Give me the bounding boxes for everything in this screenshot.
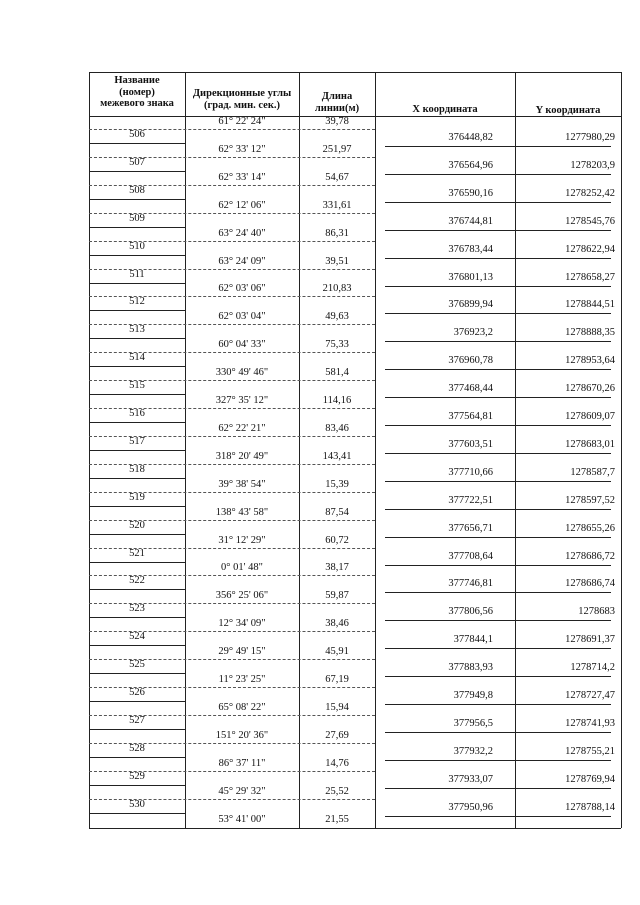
row-divider bbox=[385, 620, 611, 621]
row-divider bbox=[385, 648, 611, 649]
x-coordinate-cell: 376783,44 bbox=[448, 243, 493, 255]
length-cell: 143,41 bbox=[322, 450, 352, 462]
x-coordinate-cell: 376899,94 bbox=[448, 299, 493, 311]
row-divider bbox=[89, 729, 185, 730]
row-divider bbox=[385, 481, 611, 482]
row-divider bbox=[89, 589, 185, 590]
point-name-cell: 506 bbox=[129, 129, 145, 140]
angle-cell: 63° 24' 09" bbox=[218, 255, 266, 267]
row-divider bbox=[89, 338, 185, 339]
angle-cell: 63° 24' 40" bbox=[218, 227, 266, 239]
row-divider bbox=[385, 732, 611, 733]
row-divider bbox=[385, 788, 611, 789]
length-cell: 38,17 bbox=[325, 562, 349, 574]
length-cell: 27,69 bbox=[325, 729, 349, 741]
point-name-cell: 516 bbox=[129, 408, 145, 419]
x-coordinate-cell: 377932,2 bbox=[453, 745, 493, 757]
y-coordinate-cell: 1278888,35 bbox=[565, 327, 615, 339]
row-divider bbox=[385, 369, 611, 370]
angle-cell: 61° 22' 24" bbox=[218, 116, 266, 127]
y-coordinate-cell: 1278714,2 bbox=[570, 662, 615, 674]
length-cell: 59,87 bbox=[325, 590, 349, 602]
x-coordinate-cell: 377933,07 bbox=[448, 773, 493, 785]
y-coordinate-cell: 1278597,52 bbox=[565, 494, 615, 506]
row-divider bbox=[89, 701, 185, 702]
y-coordinate-cell: 1278769,94 bbox=[565, 773, 615, 785]
row-divider bbox=[385, 537, 611, 538]
angle-cell: 12° 34' 09" bbox=[218, 618, 266, 630]
length-cell: 87,54 bbox=[325, 506, 349, 518]
y-coordinate-cell: 1278658,27 bbox=[565, 271, 615, 283]
point-name-cell: 525 bbox=[129, 659, 145, 671]
row-divider bbox=[385, 230, 611, 231]
point-name-cell: 509 bbox=[129, 212, 145, 224]
point-name-cell: 508 bbox=[129, 184, 145, 196]
row-divider bbox=[89, 310, 185, 311]
length-cell: 251,97 bbox=[322, 143, 352, 155]
header-y-label: Y координата bbox=[535, 105, 601, 116]
row-divider bbox=[89, 255, 185, 256]
x-coordinate-cell: 377708,64 bbox=[448, 550, 493, 562]
length-cell: 331,61 bbox=[322, 199, 352, 211]
row-divider bbox=[385, 704, 611, 705]
point-name-cell: 514 bbox=[129, 352, 145, 364]
x-coordinate-cell: 376744,81 bbox=[448, 215, 493, 227]
y-coordinate-cell: 1278587,7 bbox=[570, 466, 615, 478]
x-coordinate-cell: 376590,16 bbox=[448, 187, 493, 199]
point-name-cell: 529 bbox=[129, 770, 145, 782]
row-divider bbox=[89, 227, 185, 228]
row-divider bbox=[89, 617, 185, 618]
length-cell: 114,16 bbox=[322, 395, 352, 406]
angle-cell: 138° 43' 58" bbox=[215, 506, 269, 518]
row-divider bbox=[385, 592, 611, 593]
x-coordinate-cell: 376960,78 bbox=[448, 355, 493, 367]
row-divider bbox=[385, 425, 611, 426]
header-name-line: (номер) bbox=[119, 86, 155, 98]
angle-cell: 29° 49' 15" bbox=[218, 646, 266, 658]
x-coordinate-cell: 377950,96 bbox=[448, 801, 493, 813]
x-coordinate-cell: 376801,13 bbox=[448, 271, 493, 283]
length-cell: 39,78 bbox=[325, 116, 349, 127]
row-divider bbox=[89, 673, 185, 674]
row-divider bbox=[385, 509, 611, 510]
point-name-cell: 527 bbox=[129, 714, 145, 726]
header-y bbox=[515, 105, 621, 117]
angle-cell: 330° 49' 46" bbox=[215, 367, 269, 379]
length-cell: 75,33 bbox=[325, 339, 349, 351]
row-divider bbox=[89, 645, 185, 646]
y-coordinate-cell: 1278686,72 bbox=[565, 550, 615, 562]
x-coordinate-cell: 377956,5 bbox=[453, 717, 493, 729]
y-coordinate-cell: 1277980,29 bbox=[565, 132, 615, 143]
angle-cell: 62° 03' 06" bbox=[218, 283, 266, 295]
header-x bbox=[375, 104, 515, 116]
length-cell: 15,94 bbox=[325, 701, 349, 713]
angle-cell: 151° 20' 36" bbox=[215, 729, 269, 741]
length-cell: 14,76 bbox=[325, 757, 349, 769]
angle-cell: 39° 38' 54" bbox=[218, 478, 266, 490]
row-divider bbox=[89, 813, 185, 814]
angle-cell: 356° 25' 06" bbox=[215, 590, 269, 602]
row-divider bbox=[385, 397, 611, 398]
y-coordinate-cell: 1278741,93 bbox=[565, 717, 615, 729]
row-divider bbox=[385, 202, 611, 203]
y-coordinate-cell: 1278691,37 bbox=[565, 634, 615, 646]
length-cell: 210,83 bbox=[322, 283, 352, 295]
header-angle-line: (град. мин. сек.) bbox=[203, 99, 281, 111]
point-name-cell: 515 bbox=[129, 380, 145, 392]
point-name-cell: 507 bbox=[129, 156, 145, 168]
point-name-cell: 519 bbox=[129, 491, 145, 503]
length-cell: 39,51 bbox=[325, 255, 349, 267]
x-coordinate-cell: 377564,81 bbox=[448, 411, 493, 422]
x-coordinate-cell: 377710,66 bbox=[448, 466, 493, 478]
y-coordinate-cell: 1278683 bbox=[578, 606, 615, 618]
y-coordinate-cell: 1278953,64 bbox=[565, 355, 615, 367]
y-coordinate-cell: 1278686,74 bbox=[565, 578, 615, 590]
y-coordinate-cell: 1278844,51 bbox=[565, 299, 615, 311]
angle-cell: 0° 01' 48" bbox=[221, 562, 263, 574]
point-name-cell: 530 bbox=[129, 798, 145, 810]
point-name-cell: 521 bbox=[129, 547, 145, 559]
length-cell: 38,46 bbox=[325, 618, 349, 630]
row-divider bbox=[89, 534, 185, 535]
row-divider bbox=[385, 453, 611, 454]
x-coordinate-cell: 377746,81 bbox=[448, 578, 493, 590]
row-divider bbox=[89, 562, 185, 563]
row-divider bbox=[89, 199, 185, 200]
header-angle bbox=[185, 88, 299, 111]
angle-cell: 62° 33' 12" bbox=[218, 143, 266, 155]
point-name-cell: 523 bbox=[129, 603, 145, 615]
header-length-line: Длина bbox=[321, 91, 353, 102]
row-divider bbox=[89, 171, 185, 172]
length-cell: 83,46 bbox=[325, 422, 349, 434]
header-name-line: Название bbox=[114, 75, 160, 86]
point-name-cell: 512 bbox=[129, 296, 145, 308]
x-coordinate-cell: 377949,8 bbox=[453, 690, 493, 701]
header-length bbox=[299, 91, 375, 114]
table-border-right bbox=[621, 72, 622, 828]
row-divider bbox=[89, 450, 185, 451]
angle-cell: 327° 35' 12" bbox=[215, 395, 269, 406]
point-name-cell: 522 bbox=[129, 575, 145, 587]
y-coordinate-cell: 1278655,26 bbox=[565, 522, 615, 534]
row-divider bbox=[385, 676, 611, 677]
x-coordinate-cell: 377656,71 bbox=[448, 522, 493, 534]
header-name-line: межевого знака bbox=[100, 98, 174, 109]
y-coordinate-cell: 1278609,07 bbox=[565, 411, 615, 422]
angle-cell: 11° 23' 25" bbox=[218, 674, 266, 685]
row-divider bbox=[385, 816, 611, 817]
y-coordinate-cell: 1278203,9 bbox=[570, 159, 615, 171]
length-cell: 21,55 bbox=[325, 813, 349, 825]
row-divider bbox=[385, 760, 611, 761]
y-coordinate-cell: 1278545,76 bbox=[565, 215, 615, 227]
point-name-cell: 518 bbox=[129, 463, 145, 475]
angle-cell: 31° 12' 29" bbox=[218, 534, 266, 546]
row-divider bbox=[89, 478, 185, 479]
angle-cell: 62° 22' 21" bbox=[218, 422, 266, 434]
angle-cell: 62° 12' 06" bbox=[218, 199, 266, 211]
angle-cell: 65° 08' 22" bbox=[218, 701, 266, 713]
row-divider bbox=[89, 422, 185, 423]
y-coordinate-cell: 1278755,21 bbox=[565, 745, 615, 757]
point-name-cell: 510 bbox=[129, 240, 145, 252]
x-coordinate-cell: 377806,56 bbox=[448, 606, 493, 618]
length-cell: 15,39 bbox=[325, 478, 349, 490]
angle-cell: 86° 37' 11" bbox=[218, 757, 266, 769]
row-divider bbox=[385, 341, 611, 342]
length-cell: 54,67 bbox=[325, 171, 349, 183]
header-name bbox=[89, 75, 185, 110]
y-coordinate-cell: 1278683,01 bbox=[565, 438, 615, 450]
coordinates-table bbox=[89, 72, 621, 828]
y-coordinate-cell: 1278622,94 bbox=[565, 243, 615, 255]
row-divider bbox=[89, 366, 185, 367]
table-border-bottom bbox=[89, 828, 621, 829]
row-divider bbox=[89, 757, 185, 758]
length-cell: 25,52 bbox=[325, 785, 349, 797]
row-divider bbox=[385, 258, 611, 259]
angle-cell: 60° 04' 33" bbox=[218, 339, 266, 351]
header-x-label: X координата bbox=[412, 104, 478, 115]
length-cell: 60,72 bbox=[325, 534, 349, 546]
x-coordinate-cell: 377603,51 bbox=[448, 438, 493, 450]
header-length-line: линии(м) bbox=[314, 102, 360, 114]
row-divider bbox=[89, 506, 185, 507]
point-name-cell: 513 bbox=[129, 324, 145, 336]
angle-cell: 318° 20' 49" bbox=[215, 450, 269, 462]
header-angle-line: Дирекционные углы bbox=[192, 88, 292, 99]
x-coordinate-cell: 377722,51 bbox=[448, 494, 493, 506]
point-name-cell: 517 bbox=[129, 435, 145, 447]
row-divider bbox=[385, 286, 611, 287]
x-coordinate-cell: 377883,93 bbox=[448, 662, 493, 674]
row-divider bbox=[385, 146, 611, 147]
point-name-cell: 524 bbox=[129, 631, 145, 643]
x-coordinate-cell: 376448,82 bbox=[448, 132, 493, 143]
y-coordinate-cell: 1278670,26 bbox=[565, 383, 615, 395]
angle-cell: 62° 03' 04" bbox=[218, 311, 266, 323]
y-coordinate-cell: 1278727,47 bbox=[565, 690, 615, 701]
row-divider bbox=[89, 394, 185, 395]
length-cell: 67,19 bbox=[325, 674, 349, 685]
x-coordinate-cell: 376923,2 bbox=[453, 327, 493, 339]
y-coordinate-cell: 1278252,42 bbox=[565, 187, 615, 199]
length-cell: 49,63 bbox=[325, 311, 349, 323]
row-divider bbox=[385, 565, 611, 566]
point-name-cell: 528 bbox=[129, 742, 145, 754]
length-cell: 45,91 bbox=[325, 646, 349, 658]
x-coordinate-cell: 376564,96 bbox=[448, 159, 493, 171]
angle-cell: 53° 41' 00" bbox=[218, 813, 266, 825]
x-coordinate-cell: 377844,1 bbox=[453, 634, 493, 646]
x-coordinate-cell: 377468,44 bbox=[448, 383, 493, 395]
y-coordinate-cell: 1278788,14 bbox=[565, 801, 615, 813]
length-cell: 86,31 bbox=[325, 227, 349, 239]
point-name-cell: 526 bbox=[129, 687, 145, 698]
row-divider bbox=[385, 174, 611, 175]
row-divider bbox=[385, 313, 611, 314]
angle-cell: 62° 33' 14" bbox=[218, 171, 266, 183]
table-border-top bbox=[89, 72, 621, 73]
point-name-cell: 511 bbox=[129, 268, 145, 280]
row-divider bbox=[89, 143, 185, 144]
angle-cell: 45° 29' 32" bbox=[218, 785, 266, 797]
point-name-cell: 520 bbox=[129, 519, 145, 531]
row-divider bbox=[89, 283, 185, 284]
length-cell: 581,4 bbox=[325, 367, 349, 379]
row-divider bbox=[89, 785, 185, 786]
